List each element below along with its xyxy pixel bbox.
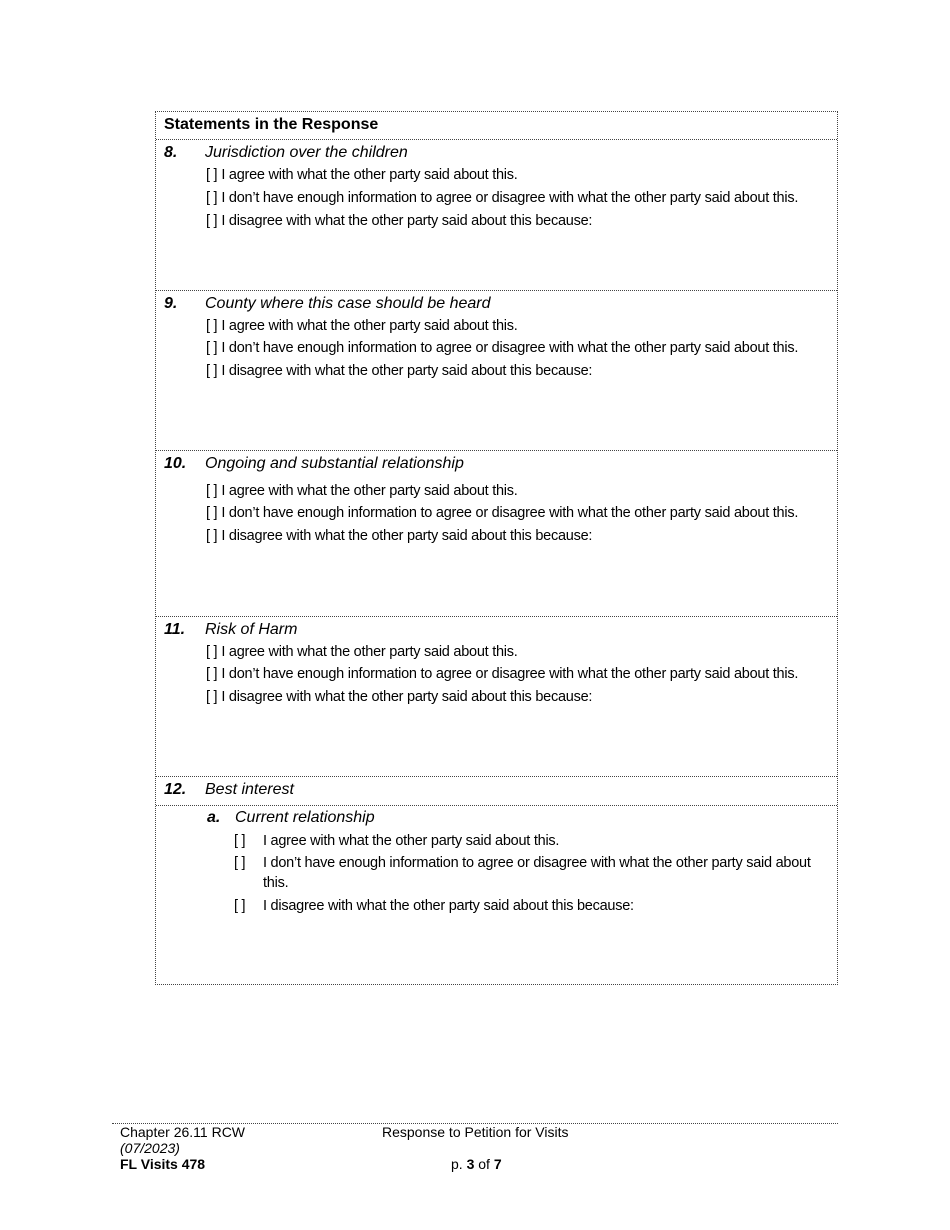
option-label: I disagree with what the other party said about this because: bbox=[221, 689, 593, 705]
checkbox[interactable]: [ ] bbox=[234, 833, 246, 849]
checkbox[interactable]: [ ] bbox=[206, 167, 218, 183]
page-current: 3 bbox=[466, 1156, 475, 1172]
section-number: 8. bbox=[164, 144, 178, 161]
checkbox[interactable]: [ ] bbox=[206, 213, 218, 229]
checkbox[interactable]: [ ] bbox=[206, 666, 218, 682]
option-label: I don’t have enough information to agree or disagree with what the other party said about this. bbox=[221, 505, 799, 521]
footer-statute: Chapter 26.11 RCW bbox=[120, 1124, 246, 1140]
footer-form-id: FL Visits 478 bbox=[120, 1156, 206, 1172]
page-total: 7 bbox=[493, 1156, 502, 1172]
option-label: I don’t have enough information to agree or disagree with what the other party said about this. bbox=[221, 190, 799, 206]
option-disagree[interactable] bbox=[206, 689, 592, 705]
option-disagree[interactable] bbox=[206, 363, 592, 379]
option-disagree[interactable] bbox=[206, 213, 592, 229]
section-title: Ongoing and substantial relationship bbox=[205, 455, 464, 472]
option-label: I agree with what the other party said about this. bbox=[221, 318, 518, 334]
option-label-line-1: I don’t have enough information to agree or disagree with what the other party said about bbox=[263, 855, 811, 871]
section-title: Jurisdiction over the children bbox=[205, 144, 408, 161]
page-prefix: p. bbox=[451, 1156, 463, 1172]
section-number: 11. bbox=[164, 621, 186, 638]
checkbox[interactable]: [ ] bbox=[206, 318, 218, 334]
section-10 bbox=[156, 451, 837, 617]
option-agree[interactable] bbox=[234, 831, 814, 851]
checkbox[interactable]: [ ] bbox=[206, 689, 218, 705]
checkbox[interactable]: [ ] bbox=[234, 855, 246, 871]
option-label: I don’t have enough information to agree or disagree with what the other party said about this. bbox=[221, 666, 799, 682]
option-label: I agree with what the other party said about this. bbox=[263, 833, 560, 849]
option-not-enough-info[interactable] bbox=[206, 505, 798, 521]
option-label: I disagree with what the other party said about this because: bbox=[221, 213, 593, 229]
section-12a bbox=[156, 806, 837, 984]
section-11 bbox=[156, 617, 837, 777]
option-not-enough-info[interactable] bbox=[234, 853, 814, 893]
checkbox[interactable]: [ ] bbox=[206, 528, 218, 544]
checkbox[interactable]: [ ] bbox=[206, 190, 218, 206]
section-title: Risk of Harm bbox=[205, 621, 298, 638]
checkbox[interactable]: [ ] bbox=[206, 340, 218, 356]
subsection-title: Current relationship bbox=[235, 809, 375, 826]
option-agree[interactable] bbox=[206, 644, 518, 660]
checkbox[interactable]: [ ] bbox=[234, 898, 246, 914]
section-9 bbox=[156, 291, 837, 451]
option-not-enough-info[interactable] bbox=[206, 190, 798, 206]
checkbox[interactable]: [ ] bbox=[206, 505, 218, 521]
option-agree[interactable] bbox=[206, 167, 518, 183]
checkbox[interactable]: [ ] bbox=[206, 483, 218, 499]
footer-date: (07/2023) bbox=[120, 1140, 180, 1156]
section-number: 12. bbox=[164, 781, 187, 798]
option-label: I agree with what the other party said about this. bbox=[221, 483, 518, 499]
option-label: I don’t have enough information to agree or disagree with what the other party said about this. bbox=[221, 340, 799, 356]
footer-form-title: Response to Petition for Visits bbox=[382, 1124, 569, 1140]
option-label: I agree with what the other party said about this. bbox=[221, 167, 518, 183]
table-header bbox=[156, 112, 837, 140]
subsection-label: a. bbox=[207, 809, 221, 826]
option-not-enough-info[interactable] bbox=[206, 666, 798, 682]
checkbox[interactable]: [ ] bbox=[206, 644, 218, 660]
option-label: I disagree with what the other party said about this because: bbox=[263, 898, 634, 914]
section-title: Best interest bbox=[205, 781, 294, 798]
section-number: 9. bbox=[164, 295, 178, 312]
option-label: I disagree with what the other party said about this because: bbox=[221, 363, 593, 379]
option-agree[interactable] bbox=[206, 318, 518, 334]
table-title: Statements in the Response bbox=[164, 116, 379, 133]
option-not-enough-info[interactable] bbox=[206, 340, 798, 356]
option-disagree[interactable] bbox=[234, 896, 814, 916]
option-disagree[interactable] bbox=[206, 528, 592, 544]
footer-page-number bbox=[451, 1156, 502, 1172]
option-agree[interactable] bbox=[206, 483, 518, 499]
section-8 bbox=[156, 140, 837, 291]
response-statements-table bbox=[155, 111, 838, 985]
checkbox[interactable]: [ ] bbox=[206, 363, 218, 379]
option-label: I agree with what the other party said about this. bbox=[221, 644, 518, 660]
section-number: 10. bbox=[164, 455, 187, 472]
section-12 bbox=[156, 777, 837, 806]
page-of: of bbox=[478, 1156, 490, 1172]
section-title: County where this case should be heard bbox=[205, 295, 491, 312]
option-label-line-2: this. bbox=[263, 875, 289, 891]
option-label: I disagree with what the other party said about this because: bbox=[221, 528, 593, 544]
